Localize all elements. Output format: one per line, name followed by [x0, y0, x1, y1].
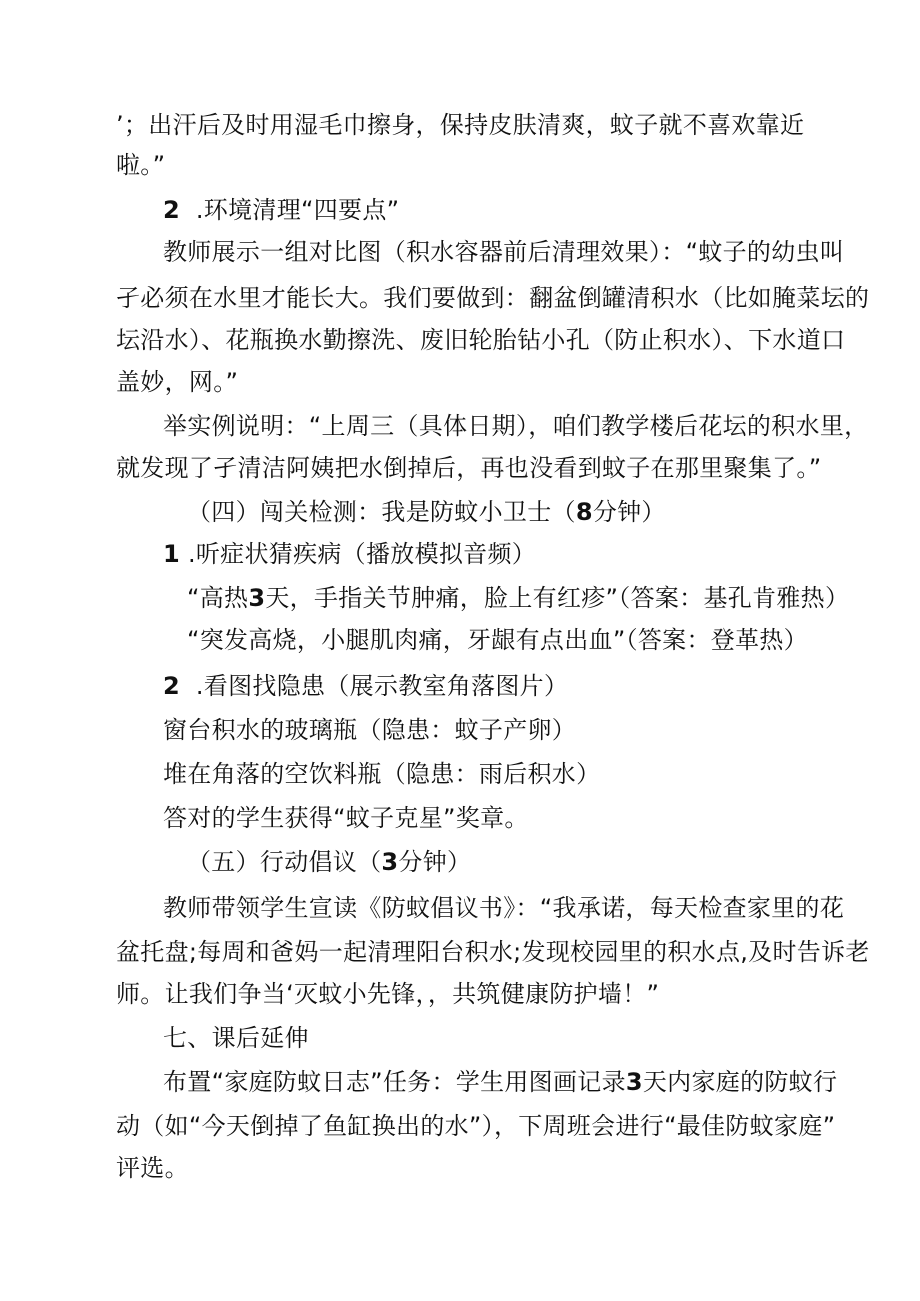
paragraph-line	[116, 109, 804, 141]
line-text: 就发现了孑清洁阿姨把水倒掉后，再也没看到蚊子在那里聚集了。”	[116, 454, 822, 482]
heading-text: .看图找隐患（展示教室角落图片）	[195, 672, 569, 700]
line-text: 动（如“今天倒掉了鱼缸换出的水”），下周班会进行“最佳防蚊家庭”	[116, 1112, 836, 1140]
line-text: ’；出汗后及时用湿毛巾擦身，保持皮肤清爽，蚊子就不喜欢靠近	[116, 111, 805, 139]
line-text: 布置“家庭防蚊日志”任务：学生用图画记录	[163, 1068, 626, 1096]
section-heading	[163, 538, 536, 570]
paragraph-line	[116, 978, 659, 1010]
heading-text: 分钟）	[592, 498, 666, 526]
heading-number: 1	[163, 540, 180, 568]
line-text: 教师展示一组对比图（积水容器前后清理效果）：“蚊子的幼虫叫	[163, 238, 845, 266]
heading-number: 8	[575, 498, 593, 526]
paragraph-line	[163, 410, 868, 442]
line-text: “突发高烧，小腿肌肉痛，牙龈有点出血”（答案：登革热）	[187, 626, 808, 654]
paragraph-line	[116, 1110, 835, 1142]
line-text: 盆托盘;每周和爸妈一起清理阳台积水;发现校园里的积水点,及时告诉老	[116, 938, 870, 966]
inline-number: 3	[625, 1068, 643, 1096]
line-text: “高热	[187, 584, 249, 612]
line-text: 啦。”	[116, 151, 166, 179]
paragraph-line	[116, 936, 870, 968]
list-item	[163, 714, 576, 746]
heading-text: .环境清理“四要点”	[195, 196, 400, 224]
line-text: 天，手指关节肿痛，脸上有红疹”（答案：基孔肯雅热）	[265, 584, 850, 612]
section-heading	[187, 496, 666, 528]
paragraph-line	[116, 452, 821, 484]
heading-text: .听症状猜疾病（播放模拟音频）	[187, 540, 537, 568]
inline-number: 3	[248, 584, 266, 612]
line-text: 评选。	[116, 1154, 189, 1182]
section-heading	[163, 1022, 309, 1054]
heading-text: （五）行动倡议（	[187, 848, 382, 876]
paragraph-line	[163, 1066, 837, 1098]
heading-number: 3	[381, 848, 399, 876]
line-text: 坛沿水）、花瓶换水勤擦洗、废旧轮胎钻小孔（防止积水）、下水道口	[116, 326, 846, 354]
heading-number: 2	[163, 196, 180, 224]
paragraph-line	[163, 236, 844, 268]
section-heading	[163, 194, 399, 226]
line-text: 堆在角落的空饮料瓶（隐患：雨后积水）	[163, 760, 601, 788]
line-text: 举实例说明：“上周三（具体日期），咱们教学楼后花坛的积水里，	[163, 412, 869, 440]
heading-text: （四）闯关检测：我是防蚊小卫士（	[187, 498, 576, 526]
line-text: 盖妙，网。”	[116, 368, 239, 396]
heading-number: 2	[163, 672, 180, 700]
section-heading	[187, 846, 471, 878]
quote-line	[187, 582, 849, 614]
paragraph-line	[116, 324, 845, 356]
paragraph-line	[116, 1152, 189, 1184]
line-text: 天内家庭的防蚊行	[642, 1068, 838, 1096]
quote-line	[187, 624, 808, 656]
line-text: 孑必须在水里才能长大。我们要做到：翻盆倒罐清积水（比如腌菜坛的	[116, 284, 870, 312]
heading-text: 七、课后延伸	[163, 1024, 309, 1052]
paragraph-line	[116, 282, 869, 314]
heading-text: 分钟）	[398, 848, 472, 876]
list-item	[163, 758, 600, 790]
line-text: 师。让我们争当‘灭蚊小先锋，，共筑健康防护墙！”	[116, 980, 660, 1008]
paragraph-line	[163, 892, 844, 924]
section-heading	[163, 670, 568, 702]
paragraph-line	[116, 149, 165, 181]
line-text: 答对的学生获得“蚊子克星”奖章。	[163, 804, 529, 832]
line-text: 教师带领学生宣读《防蚊倡议书》：“我承诺，每天检查家里的花	[163, 894, 845, 922]
paragraph-line	[116, 366, 238, 398]
line-text: 窗台积水的玻璃瓶（隐患：蚊子产卵）	[163, 716, 577, 744]
list-item	[163, 802, 529, 834]
